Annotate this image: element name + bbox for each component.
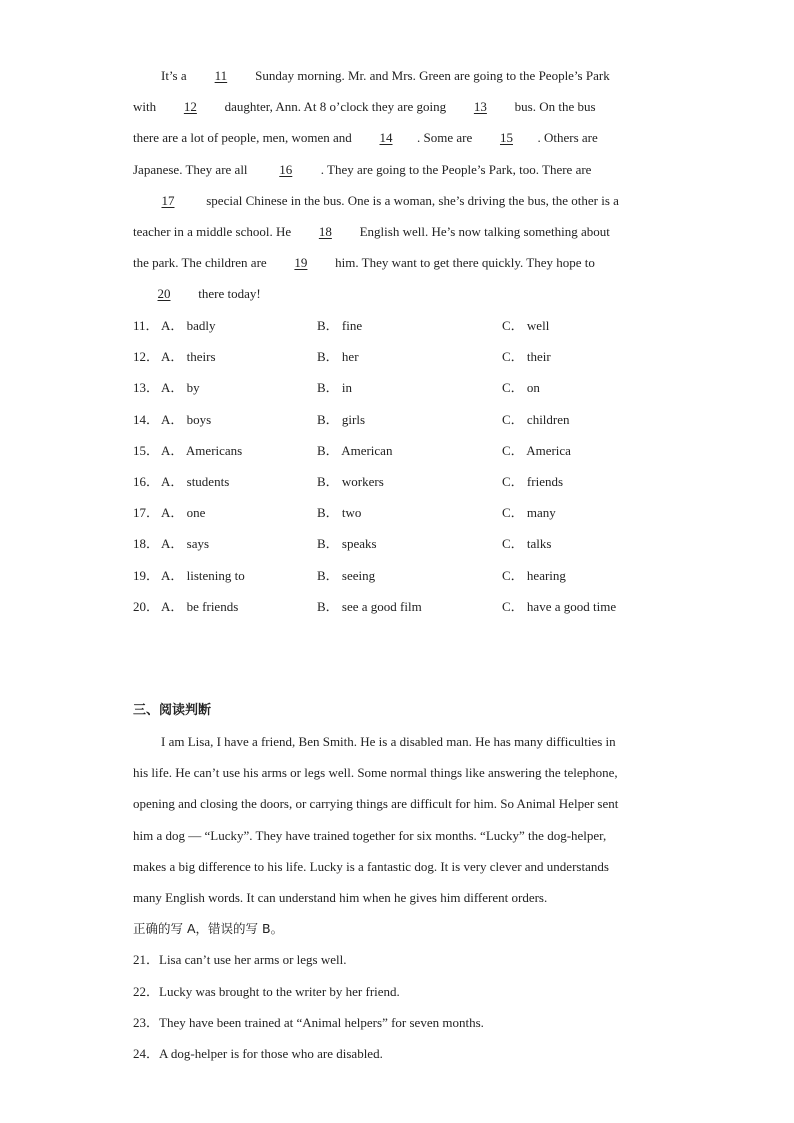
option-c[interactable]: C． children <box>502 411 570 427</box>
option-b[interactable]: B． American <box>317 442 393 458</box>
cloze-blank-11[interactable]: 11 <box>214 68 228 83</box>
cloze-passage <box>133 60 658 310</box>
cloze-text: . They are going to the People’s Park, too. There are <box>320 161 592 177</box>
reading-passage-line: opening and closing the doors, or carrying things are difficult for him. So Animal Helper sent <box>133 796 619 812</box>
option-row <box>133 310 693 341</box>
cloze-text: Sunday morning. Mr. and Mrs. Green are going to the People’s Park <box>251 68 610 83</box>
cloze-line <box>133 60 658 91</box>
option-c[interactable]: C． well <box>502 318 550 333</box>
cloze-blank-18[interactable]: 18 <box>318 223 332 239</box>
option-a[interactable]: A． boys <box>161 411 212 427</box>
cloze-line <box>133 278 658 309</box>
cloze-blank-19[interactable]: 19 <box>294 255 308 271</box>
option-b[interactable]: B． girls <box>317 411 366 427</box>
option-b[interactable]: B． seeing <box>317 567 376 583</box>
question-number: 13． <box>133 380 160 396</box>
option-b[interactable]: B． speaks <box>317 536 377 552</box>
question-number: 12． <box>133 349 160 365</box>
cloze-blank-20[interactable]: 20 <box>157 286 171 302</box>
option-a[interactable]: A． one <box>161 505 206 521</box>
question-item: 22．Lucky was brought to the writer by her friend. <box>133 983 400 999</box>
option-a[interactable]: A． badly <box>161 318 216 333</box>
option-c[interactable]: C． on <box>502 380 540 396</box>
option-c[interactable]: C． America <box>502 442 571 458</box>
option-c[interactable]: C． have a good time <box>502 598 617 614</box>
question-item: 21．Lisa can’t use her arms or legs well. <box>133 952 347 968</box>
cloze-text: . Others are <box>537 130 598 146</box>
cloze-text: . Some are <box>417 130 476 146</box>
question-number: 11． <box>133 318 159 333</box>
cloze-blank-16[interactable]: 16 <box>279 161 293 177</box>
question-number: 17． <box>133 505 160 521</box>
option-a[interactable]: A． theirs <box>161 349 216 365</box>
cloze-text: bus. On the bus <box>511 99 596 115</box>
cloze-blank-12[interactable]: 12 <box>183 99 197 115</box>
cloze-text: him. They want to get there quickly. They hope to <box>331 255 595 271</box>
option-row <box>133 404 693 435</box>
option-row <box>133 372 693 403</box>
option-a[interactable]: A． Americans <box>161 442 243 458</box>
cloze-blank-15[interactable]: 15 <box>499 130 513 146</box>
question-number: 20． <box>133 598 160 614</box>
option-b[interactable]: B． in <box>317 380 353 396</box>
option-row <box>133 497 693 528</box>
cloze-text: teacher in a middle school. He <box>133 223 295 239</box>
cloze-blank-13[interactable]: 13 <box>473 99 487 115</box>
cloze-line <box>133 122 658 153</box>
cloze-line <box>133 247 658 278</box>
question-number: 19． <box>133 567 160 583</box>
question-number: 14． <box>133 411 160 427</box>
cloze-blank-17[interactable]: 17 <box>161 192 175 208</box>
option-b[interactable]: B． two <box>317 505 362 521</box>
reading-passage-line: many English words. It can understand him when he gives him different orders. <box>133 889 548 905</box>
cloze-blank-14[interactable]: 14 <box>379 130 393 146</box>
option-c[interactable]: C． many <box>502 505 556 521</box>
cloze-line <box>133 154 658 185</box>
option-b[interactable]: B． her <box>317 349 359 365</box>
reading-passage-line: him a dog — “Lucky”. They have trained together for six months. “Lucky” the dog-helper, <box>133 827 607 843</box>
question-number: 16． <box>133 473 160 489</box>
option-row <box>133 528 693 559</box>
cloze-text: with <box>133 99 160 115</box>
option-c[interactable]: C． hearing <box>502 567 566 583</box>
reading-passage-line: his life. He can’t use his arms or legs well. Some normal things like answering the telephone, <box>133 765 618 781</box>
option-row <box>133 591 693 622</box>
option-b[interactable]: B． see a good film <box>317 598 422 614</box>
section-title: 三、阅读判断 <box>133 703 212 718</box>
cloze-text: special Chinese in the bus. One is a woman, she’s driving the bus, the other is a <box>203 192 619 208</box>
option-row <box>133 435 693 466</box>
option-row <box>133 560 693 591</box>
cloze-text: there today! <box>195 286 261 302</box>
cloze-options <box>133 310 693 622</box>
question-number: 15． <box>133 442 160 458</box>
option-c[interactable]: C． talks <box>502 536 552 552</box>
option-a[interactable]: A． by <box>161 380 200 396</box>
option-b[interactable]: B． fine <box>317 318 363 333</box>
option-a[interactable]: A． be friends <box>161 598 239 614</box>
option-a[interactable]: A． says <box>161 536 210 552</box>
reading-section <box>133 726 663 1069</box>
option-b[interactable]: B． workers <box>317 473 384 489</box>
cloze-line <box>133 185 658 216</box>
option-a[interactable]: A． listening to <box>161 567 245 583</box>
cloze-text: Japanese. They are all <box>133 161 251 177</box>
cloze-text: there are a lot of people, men, women and <box>133 130 355 146</box>
option-c[interactable]: C． their <box>502 349 551 365</box>
reading-passage-line: makes a big difference to his life. Lucky is a fantastic dog. It is very clever and understands <box>133 858 609 874</box>
option-a[interactable]: A． students <box>161 473 230 489</box>
reading-passage-line: I am Lisa, I have a friend, Ben Smith. He is a disabled man. He has many difficulties in <box>161 734 616 749</box>
option-c[interactable]: C． friends <box>502 473 564 489</box>
option-row <box>133 341 693 372</box>
question-item: 24．A dog-helper is for those who are disabled. <box>133 1045 383 1061</box>
question-number: 18． <box>133 536 160 552</box>
question-item: 23．They have been trained at “Animal helpers” for seven months. <box>133 1014 484 1030</box>
cloze-text: English well. He’s now talking something about <box>356 223 610 239</box>
cloze-text: the park. The children are <box>133 255 270 271</box>
cloze-text: daughter, Ann. At 8 o’clock they are going <box>221 99 450 115</box>
cloze-line <box>133 216 658 247</box>
instruction-text: 正确的写 A，错误的写 B。 <box>133 921 284 937</box>
cloze-text: It’s a <box>161 68 190 83</box>
cloze-line <box>133 91 658 122</box>
option-row <box>133 466 693 497</box>
